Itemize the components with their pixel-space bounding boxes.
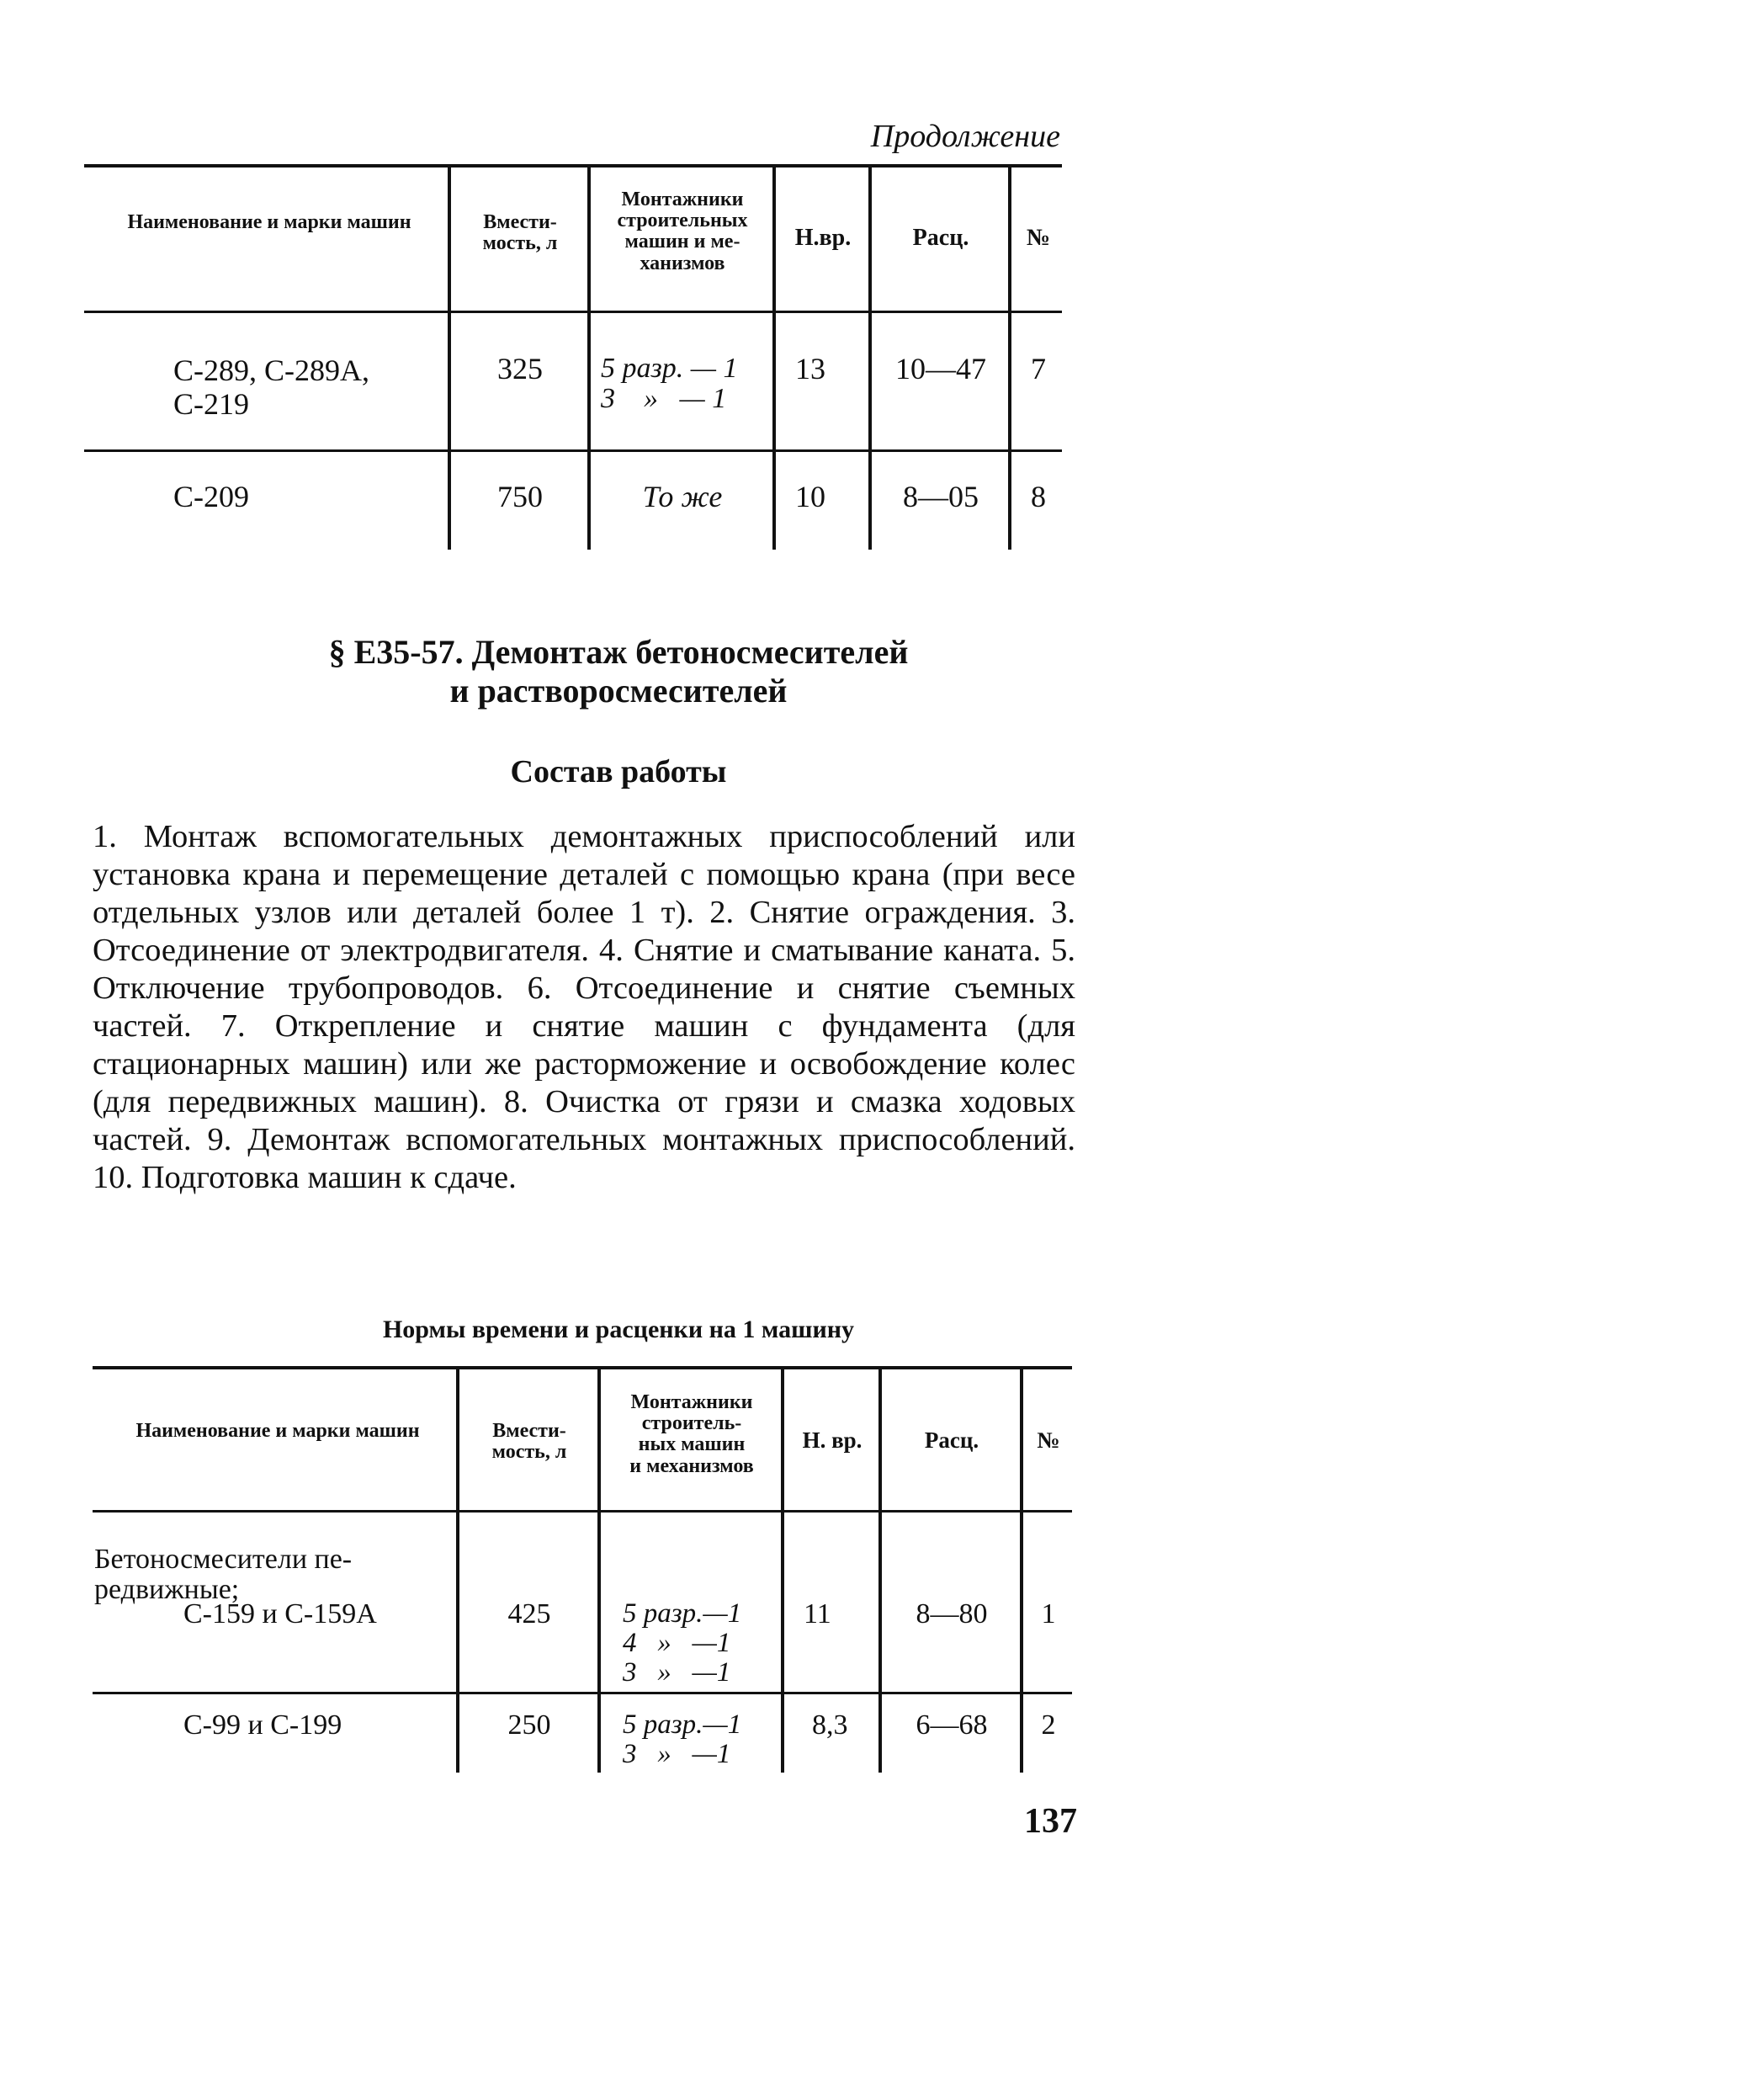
table-2-cell-name-line1: Бетоносмесители пе- редвижные;	[94, 1544, 353, 1605]
table-2-cell-norm-time: 11	[804, 1598, 831, 1629]
table-1-col-rule	[448, 167, 451, 550]
table-2-cell-norm-time: 8,3	[812, 1709, 848, 1741]
table-1-header-name: Наименование и марки машин	[127, 211, 411, 233]
table-1-header-rate: Расц.	[912, 225, 969, 251]
table-2-cell-number: 1	[1041, 1598, 1056, 1629]
table-1-header-number: №	[1026, 225, 1051, 251]
table-2-cell-number: 2	[1041, 1709, 1056, 1741]
table-2-header-number: №	[1037, 1427, 1060, 1453]
table-1-col-rule	[1008, 167, 1011, 550]
table-2-cell-capacity: 425	[507, 1598, 551, 1629]
table-2-cell-name: С-99 и С-199	[183, 1709, 342, 1741]
table-2-cell-workers: 5 разр.—1 3 » —1	[623, 1709, 742, 1769]
table-1-cell-capacity: 750	[497, 480, 543, 513]
table-1-header-norm-time: Н.вр.	[794, 225, 852, 251]
table-2-header-rate: Расц.	[924, 1427, 979, 1453]
table-1-cell-number: 8	[1031, 480, 1046, 513]
table-1-row-rule	[84, 449, 1062, 452]
table-1-cell-rate: 10—47	[895, 352, 986, 385]
table-2-cell-name-line2: С-159 и С-159А	[183, 1598, 377, 1629]
table-1-cell-rate: 8—05	[903, 480, 979, 513]
table-2-col-rule	[456, 1369, 459, 1773]
section-title: § Е35-57. Демонтаж бетоносмесителей и растворосмесителей	[328, 633, 909, 710]
table-2-header-workers: Монтажники строитель- ных машин и механизмов	[629, 1391, 754, 1477]
table-2-top-rule	[93, 1366, 1072, 1369]
table-2-row-rule	[93, 1692, 1072, 1694]
table-1-cell-norm-time: 13	[795, 352, 825, 385]
work-composition-title: Состав работы	[510, 754, 727, 789]
table-2-header-norm-time: Н. вр.	[802, 1427, 863, 1453]
work-composition-text: 1. Монтаж вспомогательных демонтажных приспособлений или установка крана и перемещение деталей с помощью крана (при весе отдельных узлов или деталей более 1 т). 2. Снятие ограждения. 3. Отсоединение от электродвигателя. 4. Снятие и сматывание каната. 5. Отключение трубопроводов. 6. Отсоединение и снятие съемных частей. 7. Открепление и снятие машин с фундамента (для стационарных машин) или же расторможение и освобождение колес (для передвижных машин). 8. Очистка от грязи и смазка ходовых частей. 9. Демонтаж вспомогательных монтажных приспособлений. 10. Подготовка машин к сдаче.	[93, 819, 1075, 1195]
table-2-header-rule	[93, 1510, 1072, 1513]
page-number: 137	[1024, 1802, 1077, 1841]
table-2-col-rule	[781, 1369, 784, 1773]
table-1-col-rule	[772, 167, 776, 550]
table-2-cell-rate: 8—80	[916, 1598, 988, 1629]
table-1-cell-workers: То же	[642, 480, 723, 513]
table-2-header-capacity: Вмести- мость, л	[491, 1420, 567, 1464]
table-1-cell-number: 7	[1031, 352, 1046, 385]
table-2-caption: Нормы времени и расценки на 1 машину	[382, 1316, 855, 1343]
table-1-top-rule	[84, 164, 1062, 167]
table-1-col-rule	[587, 167, 591, 550]
table-1-cell-capacity: 325	[497, 352, 543, 385]
table-1-header-capacity: Вмести- мость, л	[482, 211, 558, 255]
table-1-cell-workers: 5 разр. — 1 3 » — 1	[601, 353, 738, 414]
table-1-col-rule	[868, 167, 872, 550]
table-1-cell-norm-time: 10	[795, 480, 825, 513]
table-1-header-workers: Монтажники строительных машин и ме- ханизмов	[617, 189, 748, 274]
table-2-header-name: Наименование и марки машин	[135, 1420, 420, 1442]
continued-label: Продолжение	[870, 119, 1060, 154]
table-2-col-rule	[1020, 1369, 1023, 1773]
table-1-cell-name: С-209	[173, 480, 249, 513]
table-2-cell-rate: 6—68	[916, 1709, 988, 1741]
table-2-col-rule	[597, 1369, 601, 1773]
table-1-header-rule	[84, 311, 1062, 313]
table-1-cell-name: С-289, С-289А, С-219	[173, 354, 369, 421]
table-2-cell-capacity: 250	[507, 1709, 551, 1741]
table-2-cell-workers: 5 разр.—1 4 » —1 3 » —1	[623, 1598, 742, 1688]
